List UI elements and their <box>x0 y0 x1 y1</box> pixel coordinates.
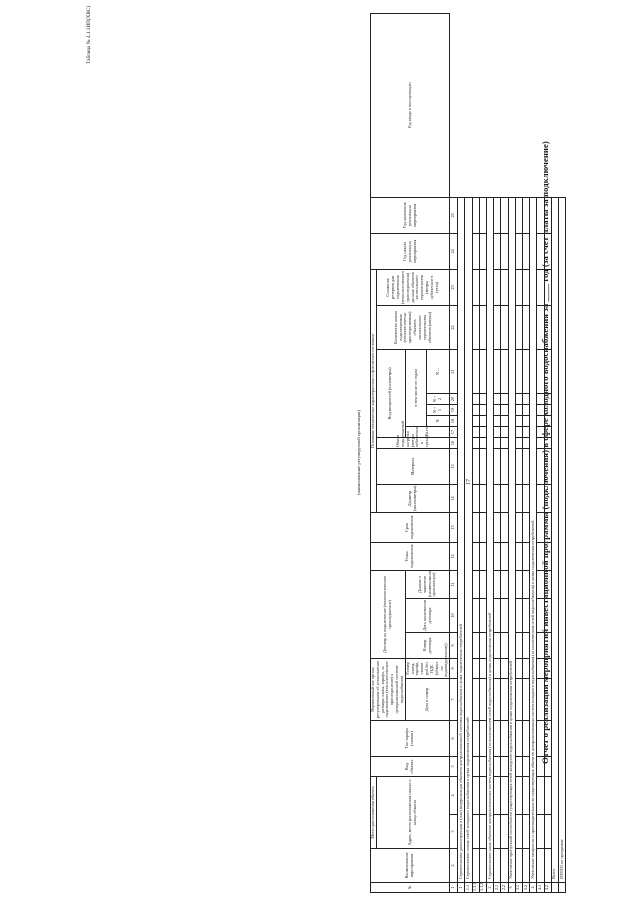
row-number: 1.1.1 <box>472 883 479 893</box>
empty-cell <box>501 757 508 777</box>
empty-cell <box>494 849 501 883</box>
empty-cell <box>479 542 486 570</box>
empty-cell <box>479 633 486 659</box>
row-number <box>558 883 565 893</box>
row-number: 2 <box>487 883 494 893</box>
empty-cell <box>544 415 551 426</box>
empty-cell <box>479 305 486 349</box>
empty-cell <box>479 757 486 777</box>
empty-cell <box>515 570 522 598</box>
column-number: 17 <box>450 426 458 437</box>
table-number: Таблица № 4.1.1ИП(ХВС) <box>86 6 92 64</box>
empty-cell <box>494 393 501 404</box>
table-row <box>522 14 529 893</box>
column-number: 12 <box>450 542 458 570</box>
header-reserve: Снижение резервов для подключения (технологического присоединения) данных объектов капитального строительства (метры кубические в сутки) <box>376 269 449 305</box>
row-label: Увеличение мощности и производительности существующих объектов централизованных систем холодного водоснабжения (за исключением сетей водоснабжения) в целях подключения потребителей <box>530 197 537 882</box>
empty-cell <box>544 849 551 883</box>
empty-cell <box>522 721 529 757</box>
column-number: 13 <box>450 512 458 542</box>
empty-cell <box>472 721 479 757</box>
empty-cell <box>515 448 522 484</box>
empty-cell <box>472 437 479 448</box>
empty-cell <box>544 815 551 849</box>
empty-cell <box>544 721 551 757</box>
header-act-fee: Размер платы, тарифа, ставки руб.без НДС (объект по индивидуальному) <box>404 643 449 677</box>
header-normative-act: Нормативный акт органа регулирования об установлении размера платы, тарифа, за подключение (технологическое присоединение) к централизованной системе водоснабжения <box>371 659 406 721</box>
header-year-0: N <box>427 415 450 426</box>
empty-cell <box>544 512 551 542</box>
empty-cell <box>544 659 551 679</box>
row-number: 3.2 <box>522 883 529 893</box>
empty-cell <box>537 393 544 404</box>
empty-cell <box>479 349 486 393</box>
empty-cell <box>479 426 486 437</box>
empty-cell <box>537 659 544 679</box>
empty-cell <box>544 484 551 512</box>
empty-cell <box>494 659 501 679</box>
empty-cell <box>479 415 486 426</box>
empty-cell <box>501 512 508 542</box>
empty-cell <box>494 197 501 233</box>
header-event-name: Наименование мероприятия <box>371 849 450 883</box>
empty-cell <box>515 437 522 448</box>
empty-cell <box>515 599 522 633</box>
column-number: 23 <box>450 269 458 305</box>
empty-cell <box>544 404 551 415</box>
empty-cell <box>522 757 529 777</box>
row-number: 3 <box>508 883 515 893</box>
empty-cell <box>522 659 529 679</box>
column-number: 25 <box>450 197 458 233</box>
empty-cell <box>522 404 529 415</box>
empty-cell <box>515 679 522 721</box>
empty-cell <box>479 437 486 448</box>
column-number: 18 <box>450 415 458 426</box>
row-number: 2.2 <box>501 883 508 893</box>
report-title: Отчет о реализации мероприятий инвестиционной программы (подключения) в сфере холодного водоснабжения за ____ год (за счет платы за подключение) <box>540 141 550 764</box>
empty-cell <box>472 659 479 679</box>
empty-cell <box>479 849 486 883</box>
empty-cell <box>544 599 551 633</box>
empty-cell <box>501 659 508 679</box>
empty-cell <box>472 484 479 512</box>
column-number: 22 <box>450 305 458 349</box>
empty-cell <box>537 777 544 815</box>
empty-cell <box>515 721 522 757</box>
empty-cell <box>501 815 508 849</box>
empty-cell <box>522 393 529 404</box>
empty-cell <box>494 757 501 777</box>
empty-cell <box>515 542 522 570</box>
empty-cell <box>537 448 544 484</box>
empty-cell <box>479 512 486 542</box>
empty-cell <box>472 777 479 815</box>
empty-cell <box>544 633 551 659</box>
table-row <box>544 14 551 893</box>
empty-cell <box>479 570 486 598</box>
column-number: 24 <box>450 233 458 269</box>
empty-cell <box>479 404 486 415</box>
empty-cell <box>479 599 486 633</box>
empty-cell <box>544 448 551 484</box>
empty-cell <box>472 197 479 233</box>
empty-cell <box>544 233 551 269</box>
empty-cell <box>479 721 486 757</box>
empty-cell <box>544 542 551 570</box>
empty-cell <box>479 448 486 484</box>
empty-cell <box>472 633 479 659</box>
table-row <box>501 14 508 893</box>
empty-cell <box>472 305 479 349</box>
row-label: ИТОГО по программе <box>558 197 565 882</box>
empty-cell <box>479 659 486 679</box>
empty-cell <box>494 415 501 426</box>
empty-cell <box>537 721 544 757</box>
empty-cell <box>537 599 544 633</box>
column-number: 21 <box>450 349 458 393</box>
empty-cell <box>522 633 529 659</box>
empty-cell <box>472 757 479 777</box>
empty-cell <box>494 679 501 721</box>
empty-cell <box>522 512 529 542</box>
empty-cell <box>515 633 522 659</box>
empty-cell <box>522 599 529 633</box>
empty-cell <box>501 197 508 233</box>
empty-cell <box>522 849 529 883</box>
page-number: 17 <box>466 479 472 485</box>
empty-cell <box>501 777 508 815</box>
header-year-end: Год окончания реализации мероприятия <box>371 197 450 233</box>
empty-cell <box>537 512 544 542</box>
empty-cell <box>544 757 551 777</box>
empty-cell <box>537 633 544 659</box>
header-diameter: Диаметр (миллиметры) <box>376 484 449 512</box>
empty-cell <box>501 426 508 437</box>
empty-cell <box>494 815 501 849</box>
empty-cell <box>544 570 551 598</box>
empty-cell <box>479 777 486 815</box>
empty-cell <box>494 448 501 484</box>
empty-cell <box>501 305 508 349</box>
empty-cell <box>544 679 551 721</box>
empty-cell <box>544 269 551 305</box>
empty-cell <box>522 269 529 305</box>
empty-cell <box>501 484 508 512</box>
empty-cell <box>515 484 522 512</box>
empty-cell <box>537 570 544 598</box>
empty-cell <box>494 233 501 269</box>
empty-cell <box>494 633 501 659</box>
table-row <box>479 14 486 893</box>
table-row <box>537 14 544 893</box>
empty-cell <box>522 777 529 815</box>
table-row <box>472 14 479 893</box>
row-number: 1.1.2 <box>479 883 486 893</box>
empty-cell <box>501 415 508 426</box>
empty-cell <box>515 233 522 269</box>
empty-cell <box>544 437 551 448</box>
empty-cell <box>501 404 508 415</box>
row-label: Строительство, реконструкция и (или) модернизация объектов централизованной системы водоснабжения в целях подключения потребителей <box>458 197 465 882</box>
empty-cell <box>472 815 479 849</box>
row-number <box>551 883 558 893</box>
row-number: 3.1 <box>515 883 522 893</box>
empty-cell <box>522 437 529 448</box>
empty-cell <box>515 426 522 437</box>
empty-cell <box>472 426 479 437</box>
empty-cell <box>472 570 479 598</box>
row-label: Увеличение пропускной способности существующих сетей холодного водоснабжения в целях подключения потребителей <box>508 197 515 882</box>
empty-cell <box>515 393 522 404</box>
empty-cell <box>472 393 479 404</box>
empty-cell <box>515 415 522 426</box>
empty-cell <box>515 849 522 883</box>
empty-cell <box>472 269 479 305</box>
column-number: 1 <box>450 883 458 893</box>
empty-cell <box>544 349 551 393</box>
table-row <box>508 14 515 893</box>
empty-cell <box>479 393 486 404</box>
empty-cell <box>472 542 479 570</box>
empty-cell <box>537 426 544 437</box>
column-number: 9 <box>450 633 458 659</box>
header-capacity-group: Вид мощностей (километры) <box>376 349 405 437</box>
empty-cell <box>515 815 522 849</box>
header-location-group: Место расположения объекта <box>371 777 377 849</box>
column-number: 10 <box>450 599 458 633</box>
empty-cell <box>544 305 551 349</box>
empty-cell <box>515 777 522 815</box>
header-new-objects: Количество новых подключаемых (технологически присоединяемых) объектов капитального строительства объектов (штуки) <box>376 305 449 349</box>
empty-cell <box>537 415 544 426</box>
empty-cell <box>515 349 522 393</box>
empty-cell <box>522 679 529 721</box>
header-year-3: N ... <box>427 349 450 393</box>
row-number: 2.1 <box>494 883 501 893</box>
header-capacity-total: Всего <box>405 426 449 437</box>
empty-cell <box>537 404 544 415</box>
empty-cell <box>537 679 544 721</box>
header-volume: Объем подключаемой нагрузки (метры кубические в сутки) <box>376 437 449 448</box>
column-number: 8 <box>450 659 458 679</box>
header-act-date: Дата и номер <box>405 679 449 721</box>
empty-cell <box>501 633 508 659</box>
header-address: Адрес, место расположения начала и конца объекта <box>376 777 449 849</box>
empty-cell <box>501 721 508 757</box>
empty-cell <box>494 305 501 349</box>
empty-cell <box>494 777 501 815</box>
table-row <box>558 14 565 893</box>
empty-cell <box>537 437 544 448</box>
empty-cell <box>522 570 529 598</box>
empty-cell <box>537 197 544 233</box>
column-number: 7 <box>450 679 458 721</box>
empty-cell <box>522 233 529 269</box>
header-capacity-years: в том числе по годам <box>405 349 426 426</box>
empty-cell <box>537 815 544 849</box>
column-number: 15 <box>450 448 458 484</box>
empty-cell <box>537 349 544 393</box>
header-connection-period: Срок подключения <box>371 512 450 542</box>
empty-cell <box>472 512 479 542</box>
header-tariff-type: Тип тарифа (ставки) <box>371 721 450 757</box>
row-number: 4.2 <box>544 883 551 893</box>
empty-cell <box>522 484 529 512</box>
empty-cell <box>472 448 479 484</box>
column-number: 6 <box>450 721 458 757</box>
empty-cell <box>522 415 529 426</box>
column-number: 14 <box>450 484 458 512</box>
empty-cell <box>501 393 508 404</box>
empty-cell <box>494 349 501 393</box>
empty-cell <box>544 197 551 233</box>
empty-cell <box>515 512 522 542</box>
header-tech-group: Основные технические характеристики и физическое состояние <box>371 269 377 512</box>
empty-cell <box>472 233 479 269</box>
header-year-start: Год начала реализации мероприятия <box>371 233 450 269</box>
empty-cell <box>537 849 544 883</box>
empty-cell <box>479 233 486 269</box>
row-label: Строительство новых сетей холодного водоснабжения в целях подключения потребителей <box>465 197 472 882</box>
empty-cell <box>472 599 479 633</box>
empty-cell <box>515 305 522 349</box>
report-table <box>370 13 566 893</box>
row-number: 4 <box>530 883 537 893</box>
empty-cell <box>494 484 501 512</box>
empty-cell <box>522 815 529 849</box>
table-row <box>458 14 465 893</box>
table-row <box>494 14 501 893</box>
empty-cell <box>544 393 551 404</box>
table-row <box>465 14 472 893</box>
empty-cell <box>522 426 529 437</box>
empty-cell <box>472 404 479 415</box>
empty-cell <box>537 484 544 512</box>
row-number: 4.1 <box>537 883 544 893</box>
table-row <box>551 14 558 893</box>
empty-cell <box>494 542 501 570</box>
empty-cell <box>515 269 522 305</box>
empty-cell <box>472 849 479 883</box>
empty-cell <box>494 721 501 757</box>
empty-cell <box>501 542 508 570</box>
empty-cell <box>515 659 522 679</box>
empty-cell <box>544 777 551 815</box>
empty-cell <box>515 757 522 777</box>
empty-cell <box>501 233 508 269</box>
empty-cell <box>494 512 501 542</box>
header-commissioning-year: Год ввода в эксплуатацию <box>371 14 450 198</box>
empty-cell <box>479 197 486 233</box>
column-number: 4 <box>450 777 458 815</box>
empty-cell <box>522 542 529 570</box>
header-contract-group: Договор на подключение (технологическое присоединение) <box>371 570 406 658</box>
empty-cell <box>472 415 479 426</box>
empty-cell <box>537 269 544 305</box>
empty-cell <box>501 679 508 721</box>
empty-cell <box>479 815 486 849</box>
empty-cell <box>501 570 508 598</box>
header-year-1: N + 1 <box>427 404 450 415</box>
empty-cell <box>494 426 501 437</box>
empty-cell <box>537 542 544 570</box>
column-number: 19 <box>450 404 458 415</box>
empty-cell <box>494 570 501 598</box>
empty-cell <box>479 679 486 721</box>
header-year-2: N + 2 <box>427 393 450 404</box>
column-number: 3 <box>450 815 458 849</box>
header-contract-number: Номер договора <box>405 633 449 659</box>
column-number: 20 <box>450 393 458 404</box>
header-object-type: Вид объекта <box>371 757 450 777</box>
empty-cell <box>501 349 508 393</box>
empty-cell <box>494 599 501 633</box>
empty-cell <box>494 404 501 415</box>
row-label: Строительство иных объектов централизованных систем водоснабжения (за исключением сетей водоснабжения) в целях подключения потребителей <box>487 197 494 882</box>
empty-cell <box>501 269 508 305</box>
column-number: 11 <box>450 570 458 598</box>
empty-cell <box>501 849 508 883</box>
empty-cell <box>537 305 544 349</box>
column-number: 2 <box>450 849 458 883</box>
empty-cell <box>522 305 529 349</box>
empty-cell <box>501 448 508 484</box>
empty-cell <box>494 269 501 305</box>
table-row <box>515 14 522 893</box>
empty-cell <box>472 679 479 721</box>
row-number: 1.1 <box>465 883 472 893</box>
row-number: 1 <box>458 883 465 893</box>
header-connection-point: Точка подключения <box>371 542 450 570</box>
header-applicant: Данные о заявителе (наименование организации) <box>405 570 449 598</box>
header-contract-date: Дата заключения договора <box>405 599 449 633</box>
empty-cell <box>501 437 508 448</box>
empty-cell <box>537 757 544 777</box>
empty-cell <box>544 426 551 437</box>
empty-cell <box>494 437 501 448</box>
org-caption: (наименование регулируемой организации) <box>356 409 361 496</box>
empty-cell <box>501 599 508 633</box>
table-row <box>530 14 537 893</box>
empty-cell <box>472 349 479 393</box>
column-number: 5 <box>450 757 458 777</box>
row-label: Всего <box>551 197 558 882</box>
header-material: Материал <box>376 448 449 484</box>
empty-cell <box>522 197 529 233</box>
empty-cell <box>515 404 522 415</box>
empty-cell <box>522 448 529 484</box>
empty-cell <box>537 233 544 269</box>
column-number: 16 <box>450 437 458 448</box>
empty-cell <box>522 349 529 393</box>
table-row <box>487 14 494 893</box>
empty-cell <box>515 197 522 233</box>
header-num: № <box>371 883 450 893</box>
empty-cell <box>479 269 486 305</box>
empty-cell <box>479 484 486 512</box>
